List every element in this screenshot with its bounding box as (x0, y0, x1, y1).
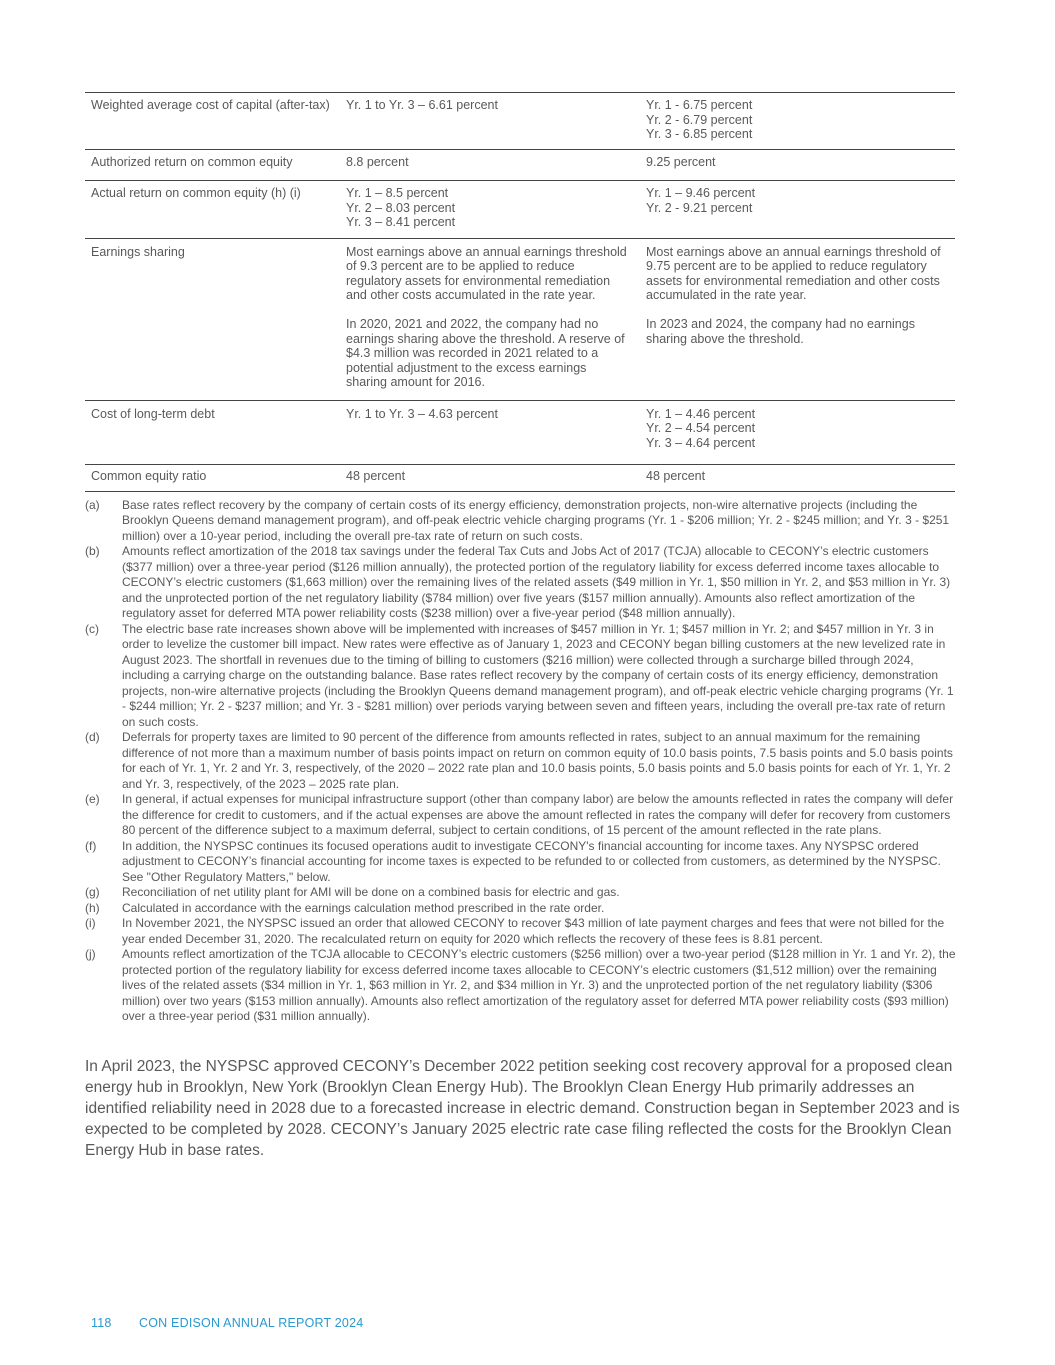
cell-line: Yr. 1 to Yr. 3 – 4.63 percent (346, 406, 498, 421)
page-footer (91, 1316, 363, 1330)
table-row (85, 150, 955, 182)
col2-cell (340, 239, 640, 400)
cell-paragraph: Most earnings above an annual earnings threshold of 9.75 percent are to be applied to reduce regulatory assets for environmental remediation and other costs accumulated in the rate year. (646, 244, 941, 302)
footnote-marker: (c) (85, 621, 99, 636)
footnote-list (85, 498, 959, 1025)
footnote-marker: (d) (85, 730, 100, 744)
footnote-marker: (i) (85, 916, 96, 930)
row-label-cell (85, 93, 340, 149)
col2-cell (340, 93, 640, 149)
footnote-marker: (j) (85, 947, 96, 961)
cell-line: 9.25 percent (646, 154, 716, 169)
table-row (85, 239, 955, 401)
col3-cell (640, 401, 955, 465)
col2-cell (340, 465, 640, 491)
footnote (85, 839, 959, 886)
footnote (85, 498, 959, 545)
table-row (85, 465, 955, 492)
page-number: 118 (91, 1316, 112, 1330)
footnote-text: Amounts reflect amortization of the TCJA allocable to CECONY’s electric customers ($256 million) over a two-year period ($128 million in Yr. 1 and Yr. 2), the protected portion of the regulatory liability for excess deferred income taxes allocable to CECONY’s electric customers ($1,512 million) over the remaining lives of the related assets ($34 million in Yr. 1, $63 million in Yr. 2, and $34 million in Yr. 3) and the unprotected portion of the net regulatory liability ($306 million) over two years ($153 million annually). Amounts also reflect amortization of the regulatory asset for deferred MTA power reliability costs ($93 million) over a three-year period ($31 million annually). (122, 947, 956, 1023)
col2-cell (340, 401, 640, 465)
row-label-cell (85, 150, 340, 181)
cell-line: Yr. 2 – 8.03 percent (346, 200, 456, 215)
cell-line: Yr. 2 - 9.21 percent (646, 200, 753, 215)
cell-line: Yr. 1 – 9.46 percent (646, 186, 756, 200)
col3-cell (640, 239, 955, 400)
footnote-text: The electric base rate increases shown above will be implemented with increases of $457 million in Yr. 1; $457 million in Yr. 2; and $457 million in Yr. 3 in order to levelize the customer bill impact. New rates were effective as of January 1, 2023 and CECONY began billing customers at the new levelized rate in August 2023. The shortfall in revenues due to the timing of billing to customers ($216 million) were collected through a surcharge billed through 2024, including a carrying charge on the outstanding balance. Base rates reflect recovery by the company of certain costs of its energy efficiency, demonstration projects, non-wire alternative projects (including the Brooklyn Queens demand management program), and off-peak electric vehicle charging programs (Yr. 1 - $244 million; Yr. 2 - $237 million; and Yr. 3 - $281 million) over periods varying between seven and fifteen years, including the overall pre-tax rate of return on such costs. (122, 621, 954, 729)
footnote (85, 885, 959, 901)
footnote-text: In general, if actual expenses for municipal infrastructure support (other than company labor) are below the amounts reflected in rates the company will defer the difference for credit to customers, and if the actual expenses are above the amount reflected in rates the company will defer for recovery from customers 80 percent of the difference subject to a maximum deferral, subject to certain conditions, of 15 percent of the amount reflected in the rate plans. (122, 792, 954, 837)
cell-line: 48 percent (346, 469, 406, 483)
footnote-text: Deferrals for property taxes are limited to 90 percent of the difference from amounts reflected in rates, subject to an annual maximum for the remaining difference of not more than a maximum number of basis points impact on return on common equity of 10.0 basis points, 7.5 basis points and 5.0 basis points for each of Yr. 1, Yr. 2 and Yr. 3, respectively, of the 2020 – 2022 rate plan and 10.0 basis points, 5.0 basis points and 5.0 basis points for each of Yr. 1, Yr. 2 and Yr. 3, respectively, of the 2023 – 2025 rate plan. (122, 730, 953, 791)
col3-cell (640, 465, 955, 491)
cell-line: 48 percent (646, 469, 706, 483)
cell-line: Yr. 1 – 8.5 percent (346, 186, 449, 200)
col2-cell (340, 150, 640, 181)
rate-plan-table (85, 92, 955, 492)
row-label-cell (85, 239, 340, 400)
cell-line: Yr. 2 - 6.79 percent (646, 112, 753, 127)
row-label-cell (85, 465, 340, 491)
cell-line: Yr. 1 to Yr. 3 – 6.61 percent (346, 98, 498, 112)
cell-line: Yr. 3 – 8.41 percent (346, 215, 456, 229)
footnote (85, 622, 959, 731)
footnote-text: Amounts reflect amortization of the 2018 tax savings under the federal Tax Cuts and Jobs Act of 2017 (TCJA) allocable to CECONY’s electric customers ($377 million) over a three-year period ($126 million annually), the protected portion of the regulatory liability for excess deferred income taxes allocable to CECONY’s electric customers ($1,663 million) over the remaining lives of the related assets ($49 million in Yr. 1, $50 million in Yr. 2, and $53 million in Yr. 3) and the unprotected portion of the net regulatory liability ($784 million) over five years ($157 million annually). Amounts also reflect amortization of the regulatory asset for deferred MTA power reliability costs ($238 million) over a five-year period ($48 million annually). (122, 544, 951, 620)
row-label: Weighted average cost of capital (after-tax) (91, 98, 330, 112)
footnote-marker: (e) (85, 792, 100, 806)
footnote-text: In November 2021, the NYSPSC issued an order that allowed CECONY to recover $43 million of late payment charges and fees that were not billed for the year ended December 31, 2020. The recalculated return on equity for 2020 which reflects the recovery of these fees is 8.81 percent. (122, 916, 945, 946)
col3-cell (640, 181, 955, 238)
row-label: Common equity ratio (91, 469, 207, 483)
cell-line: 8.8 percent (346, 154, 409, 169)
footnote-marker: (a) (85, 497, 100, 512)
row-label: Cost of long-term debt (91, 406, 215, 421)
cell-line: Yr. 1 - 6.75 percent (646, 98, 753, 112)
body-paragraph: In April 2023, the NYSPSC approved CECONY’s December 2022 petition seeking cost recovery approval for a proposed clean energy hub in Brooklyn, New York (Brooklyn Clean Energy Hub). The Brooklyn Clean Energy Hub primarily addresses an identified reliability need in 2028 due to a forecasted increase in electric demand. Construction began in September 2023 and is expected to be completed by 2028. CECONY’s January 2025 electric rate case filing reflected the costs for the Brooklyn Clean Energy Hub in base rates. (85, 1057, 960, 1159)
table-row (85, 93, 955, 150)
cell-paragraph: In 2020, 2021 and 2022, the company had no earnings sharing above the threshold. A reserve of $4.3 million was recorded in 2021 related to a potential adjustment to the excess earnings sharing amount for 2016. (346, 317, 625, 389)
row-label: Authorized return on common equity (91, 154, 293, 169)
table-row (85, 401, 955, 466)
footnote (85, 916, 959, 947)
footnote-marker: (b) (85, 544, 100, 558)
cell-paragraph: In 2023 and 2024, the company had no earnings sharing above the threshold. (646, 317, 915, 346)
col3-cell (640, 150, 955, 181)
footnote (85, 792, 959, 839)
row-label: Earnings sharing (91, 244, 185, 259)
footnote (85, 730, 959, 792)
table-row (85, 181, 955, 239)
footnote-marker: (f) (85, 838, 97, 853)
footnote (85, 544, 959, 622)
col3-cell (640, 93, 955, 149)
row-label: Actual return on common equity (h) (i) (91, 186, 301, 200)
footnote-text: In addition, the NYSPSC continues its focused operations audit to investigate CECONY's financial accounting for income taxes. Any NYSPSC ordered adjustment to CECONY’s financial accounting for income taxes is expected to be refunded to or collected from customers, as determined by the NYSPSC. See "Other Regulatory Matters," below. (122, 838, 941, 884)
footnote (85, 947, 959, 1025)
footnote (85, 901, 959, 917)
cell-line: Yr. 2 – 4.54 percent (646, 421, 756, 435)
cell-line: Yr. 1 – 4.46 percent (646, 406, 756, 421)
cell-line: Yr. 3 - 6.85 percent (646, 127, 753, 141)
footnote-text: Base rates reflect recovery by the company of certain costs of its energy efficiency, demonstration projects, non-wire alternative projects (including the Brooklyn Queens demand management program), and off-peak electric vehicle charging programs (Yr. 1 - $206 million; Yr. 2 - $245 million; and Yr. 3 - $251 million) over a 10-year period, including the overall pre-tax rate of return on such costs. (122, 497, 950, 543)
footnote-text: Reconciliation of net utility plant for AMI will be done on a combined basis for electric and gas. (122, 885, 620, 899)
cell-paragraph: Most earnings above an annual earnings threshold of 9.3 percent are to be applied to reduce regulatory assets for environmental remediation and other costs accumulated in the rate year. (346, 244, 627, 302)
col2-cell (340, 181, 640, 238)
page-content (85, 92, 967, 1161)
row-label-cell (85, 181, 340, 238)
report-title: CON EDISON ANNUAL REPORT 2024 (139, 1316, 364, 1330)
cell-line: Yr. 3 – 4.64 percent (646, 435, 756, 450)
footnote-marker: (g) (85, 885, 100, 899)
footnote-marker: (h) (85, 900, 100, 915)
footnote-text: Calculated in accordance with the earnings calculation method prescribed in the rate order. (122, 900, 605, 915)
row-label-cell (85, 401, 340, 465)
